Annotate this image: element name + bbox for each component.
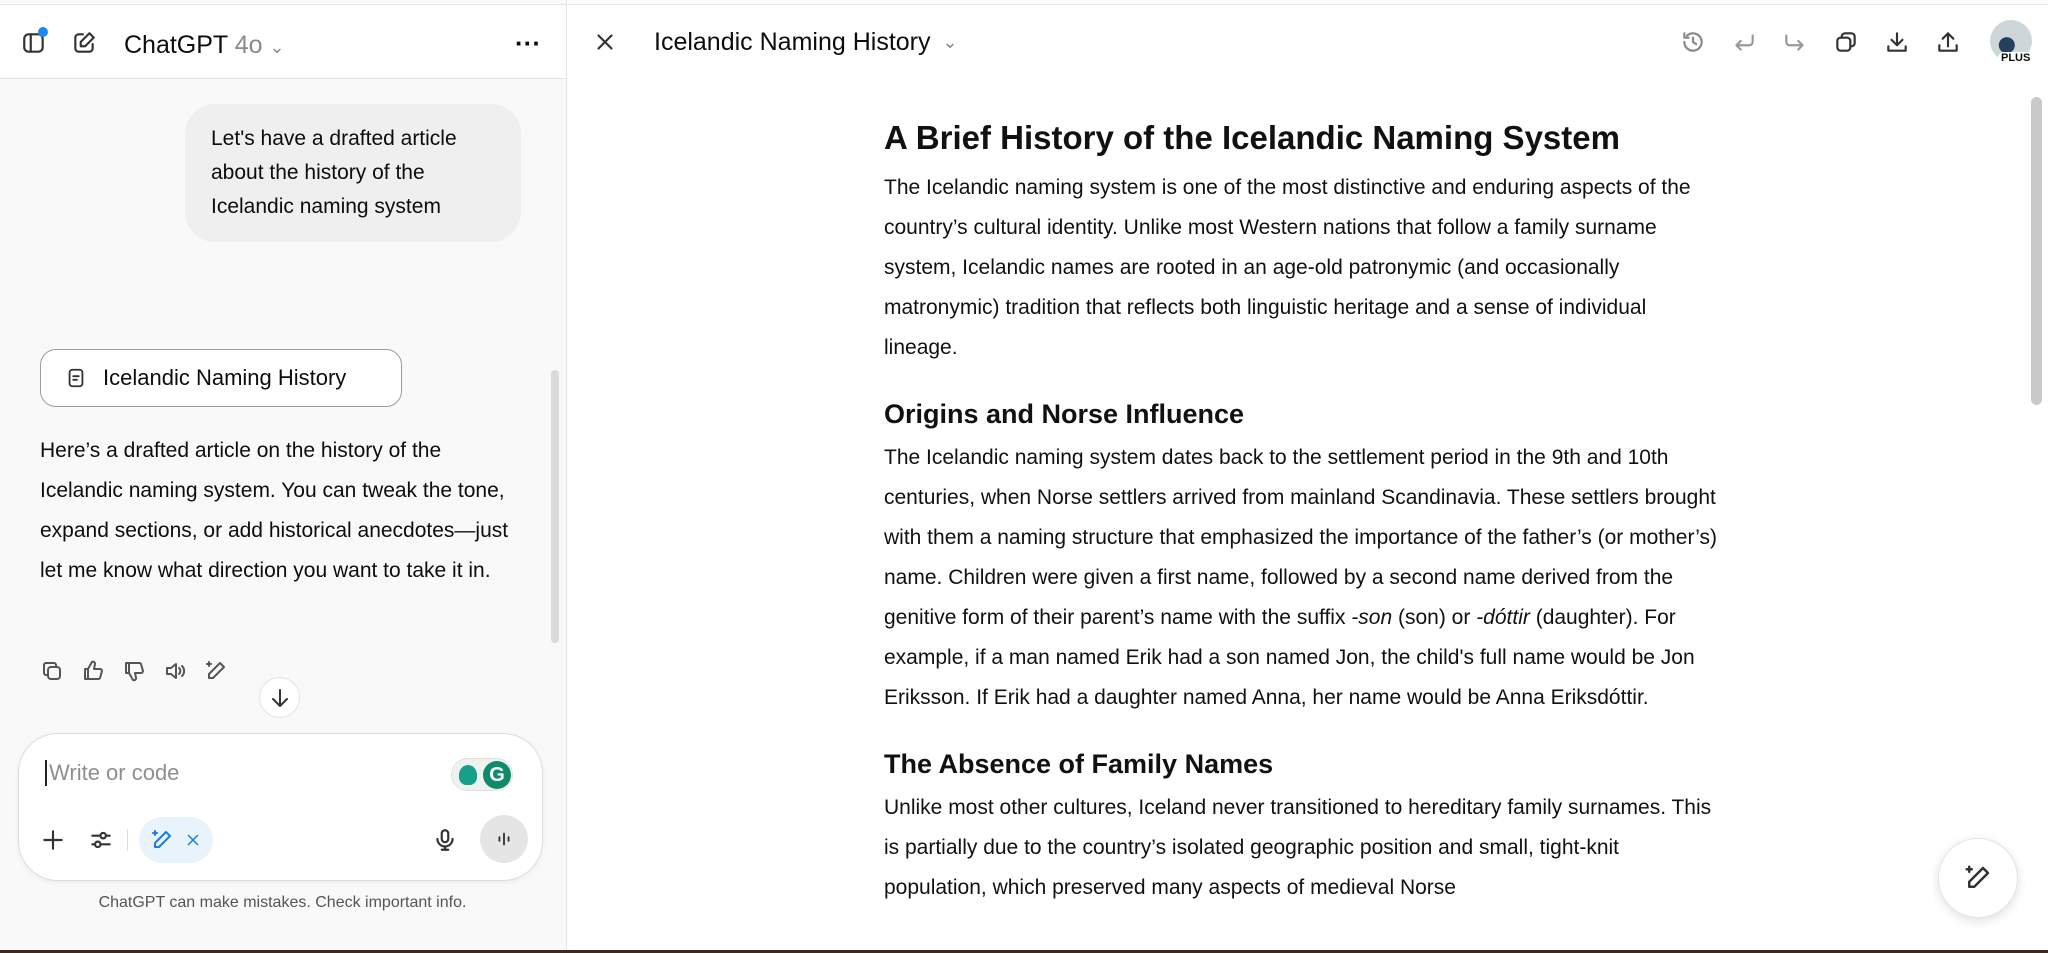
document-title-dropdown[interactable] (654, 28, 958, 57)
scroll-down-button[interactable] (259, 677, 300, 718)
download-icon[interactable] (1880, 25, 1914, 59)
add-icon[interactable] (37, 824, 69, 856)
chevron-down-icon: ⌄ (942, 32, 958, 52)
model-name: 4o (234, 31, 263, 59)
text: (daughter). For example, if a man named Erik had a son named Jon, the child's full name would be Jon Eriksson. If Erik had a daughter named Anna, her name would be Anna Eriksdóttir. (884, 606, 1695, 709)
document-heading: A Brief History of the Icelandic Naming System (884, 119, 1620, 156)
message-actions (40, 656, 228, 686)
chat-scrollbar[interactable] (551, 370, 559, 643)
close-icon[interactable] (588, 25, 622, 59)
new-chat-icon[interactable] (68, 27, 100, 59)
composer (18, 733, 543, 881)
model-selector[interactable] (124, 31, 285, 60)
grammarly-widget[interactable] (451, 758, 513, 791)
chevron-down-icon: ⌄ (269, 37, 285, 57)
paragraph: Unlike most other cultures, Iceland never transitioned to hereditary family surnames. This is partially due to the country’s isolated geographic position and small, tight-knit population, which preserved many aspects of medieval Norse (884, 796, 1712, 899)
tools-icon[interactable] (85, 824, 117, 856)
document-scrollbar[interactable] (2031, 97, 2042, 405)
open-canvas-button[interactable] (40, 349, 402, 407)
document-icon (65, 367, 87, 389)
version-history-icon[interactable] (1676, 25, 1710, 59)
canvas-header (568, 4, 2048, 79)
canvas-pencil-icon (149, 827, 175, 853)
thumbs-down-icon[interactable] (122, 656, 146, 686)
share-icon[interactable] (1931, 25, 1965, 59)
lightbulb-icon (459, 765, 477, 785)
redo-icon[interactable] (1778, 25, 1812, 59)
undo-icon[interactable] (1727, 25, 1761, 59)
thumbs-up-icon[interactable] (81, 656, 105, 686)
sidebar-toggle-icon[interactable] (18, 27, 50, 59)
remove-canvas-icon[interactable] (181, 828, 205, 852)
copy-icon[interactable] (40, 656, 64, 686)
divider (127, 829, 128, 851)
plan-badge: PLUS (1998, 52, 2033, 64)
edit-in-canvas-icon[interactable] (204, 656, 228, 686)
app-name: ChatGPT (124, 31, 228, 59)
text: The Icelandic naming system dates back to the settlement period in the 9th and 10th centuries, when Norse settlers arrived from mainland Scandinavia. These settlers brought with them a naming structure that emphasized the importance of the father’s (or mother’s) name. Children were given a first name, followed by a second name derived from the genitive form of their parent’s name with the suffix (884, 446, 1718, 629)
text: (son) or (1392, 606, 1477, 629)
edit-suggestions-button[interactable] (1938, 838, 2018, 918)
assistant-message: Here’s a drafted article on the history of the Icelandic naming system. You can tweak the tone, expand sections, or add historical anecdotes—just let me know what direction you want to take it in. (40, 439, 509, 582)
canvas-mode-pill[interactable] (139, 817, 213, 863)
section-heading: The Absence of Family Names (884, 749, 1274, 779)
document-body[interactable] (884, 112, 1719, 908)
disclaimer: ChatGPT can make mistakes. Check important info. (98, 894, 467, 911)
section-heading: Origins and Norse Influence (884, 399, 1245, 429)
paragraph (884, 438, 1719, 718)
paragraph: The Icelandic naming system is one of the most distinctive and enduring aspects of the country’s cultural identity. Unlike most Western nations that follow a family surname system, Icelandic names are rooted in an age-old patronymic (and occasionally matronymic) tradition that reflects both linguistic heritage and a sense of individual lineage. (884, 176, 1691, 359)
copy-icon[interactable] (1829, 25, 1863, 59)
message-input[interactable] (45, 760, 405, 786)
user-message: Let's have a drafted article about the history of the Icelandic naming system (185, 104, 521, 242)
canvas-button-label: Icelandic Naming History (103, 365, 347, 390)
chat-header (0, 4, 566, 79)
bottom-fade (568, 900, 2028, 950)
voice-mode-button[interactable] (480, 815, 528, 863)
document-title: Icelandic Naming History (654, 28, 931, 56)
grammarly-icon: G (483, 761, 511, 789)
microphone-icon[interactable] (429, 823, 461, 857)
suffix-son: -son (1351, 606, 1393, 629)
suffix-dottir: -dóttir (1476, 606, 1530, 629)
read-aloud-icon[interactable] (163, 656, 187, 686)
more-options-icon[interactable]: ··· (515, 27, 541, 58)
chat-panel (0, 0, 567, 953)
